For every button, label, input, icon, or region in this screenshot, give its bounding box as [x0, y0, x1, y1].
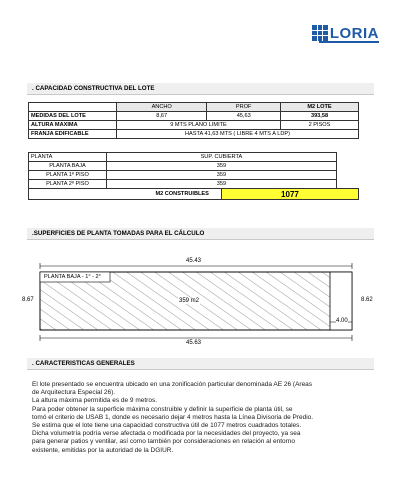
logo-grid-icon [312, 25, 328, 41]
text-line: Se estima que el lote tiene una capacidad constructiva útil de 1077 metros cuadrados totales. [32, 422, 302, 430]
total-value: 1077 [221, 189, 358, 200]
header-ancho: ANCHO [117, 103, 207, 112]
table-row [29, 112, 359, 121]
plan-tag: PLANTA BAJA - 1° - 2° [44, 274, 101, 280]
cell-franja: HASTA 41,63 MTS ( LIBRE 4 MTS A LDP) [117, 130, 359, 139]
table-cell [336, 171, 358, 180]
cell-m2lote: 393,58 [281, 112, 359, 121]
cell-prof: 45,63 [207, 112, 281, 121]
row-label: PLANTA 1º PISO [29, 171, 107, 180]
table-cell [336, 153, 358, 162]
table-row [29, 130, 359, 139]
table-row [29, 171, 359, 180]
text-line: existente, emitidas por la autoridad de la DGIUR. [32, 446, 174, 454]
table-row [29, 162, 359, 171]
logo-text: LORIA [329, 24, 379, 42]
row-label: PLANTA BAJA [29, 162, 107, 171]
row-label: PLANTA 2º PISO [29, 180, 107, 189]
section-title-superficies: .SUPERFICIES DE PLANTA TOMADAS PARA EL CÁLCULO [32, 230, 205, 237]
header-m2lote: M2 LOTE [281, 103, 359, 112]
cell-ancho: 8,67 [117, 112, 207, 121]
row-label: MEDIDAS DEL LOTE [29, 112, 117, 121]
text-line: tomó el criterio de USAB 1, donde es necesario dejar 4 metros hasta la Línea Divisoria de Predio. [32, 413, 314, 421]
text-line: El lote presentado se encuentra ubicado en una zonificación particular denominada AE 26 (Areas [32, 381, 313, 388]
plan-drawing [0, 252, 405, 352]
header-planta: PLANTA [29, 153, 107, 162]
text-line: Para poder obtener la superficie máxima construible y definir la superficie de planta útil, se [32, 405, 293, 413]
left-dimension: 8.67 [22, 297, 34, 303]
cell-value: 359 [107, 180, 337, 189]
row-label: FRANJA EDIFICABLE [29, 130, 117, 139]
section-title-caracteristicas: . CARACTERISTICAS GENERALES [32, 360, 135, 367]
caracteristicas-text [32, 381, 372, 455]
inner-dimension: 4.00 [336, 318, 348, 324]
cell-value: 359 [107, 171, 337, 180]
plan-svg [0, 252, 405, 352]
cell-pisos: 2 PISOS [281, 121, 359, 130]
table-row [29, 180, 359, 189]
table-header-row [29, 103, 359, 112]
text-line: para generar patios y ventilar, así como también por consideraciones en relación al entorno [32, 438, 296, 446]
text-line: La altura máxima permitida es de 9 metros. [32, 397, 157, 405]
header-prof: PROF [207, 103, 281, 112]
row-label: ALTURA MAXIMA [29, 121, 117, 130]
total-row [29, 189, 359, 200]
cell-value: 359 [107, 162, 337, 171]
text-line: Dicha volumetría podría verse afectada o modificada por la necesidades del proyecto, ya sea [32, 430, 301, 438]
area-label: 359 m2 [179, 298, 200, 304]
table-header-row [29, 153, 359, 162]
loria-logo [312, 20, 379, 46]
header-sup-cubierta: SUP. CUBIERTA [107, 153, 337, 162]
cell-altura: 9 MTS PLANO LIMITE [117, 121, 281, 130]
table-row [29, 121, 359, 130]
table-cell [336, 162, 358, 171]
total-label: M2 CONSTRUIBLES [29, 189, 222, 200]
top-dimension: 45.43 [186, 258, 202, 264]
bottom-dimension: 45.63 [186, 340, 202, 346]
superficie-table [28, 152, 359, 200]
table-cell [29, 103, 117, 112]
capacidad-table [28, 102, 359, 139]
section-title-capacidad: . CAPACIDAD CONSTRUCTIVA DEL LOTE [32, 85, 155, 92]
table-cell [336, 180, 358, 189]
text-line: de Arquitectura Especial 26). [32, 389, 116, 397]
logo-underline [319, 41, 379, 43]
right-dimension: 8.62 [361, 297, 373, 303]
